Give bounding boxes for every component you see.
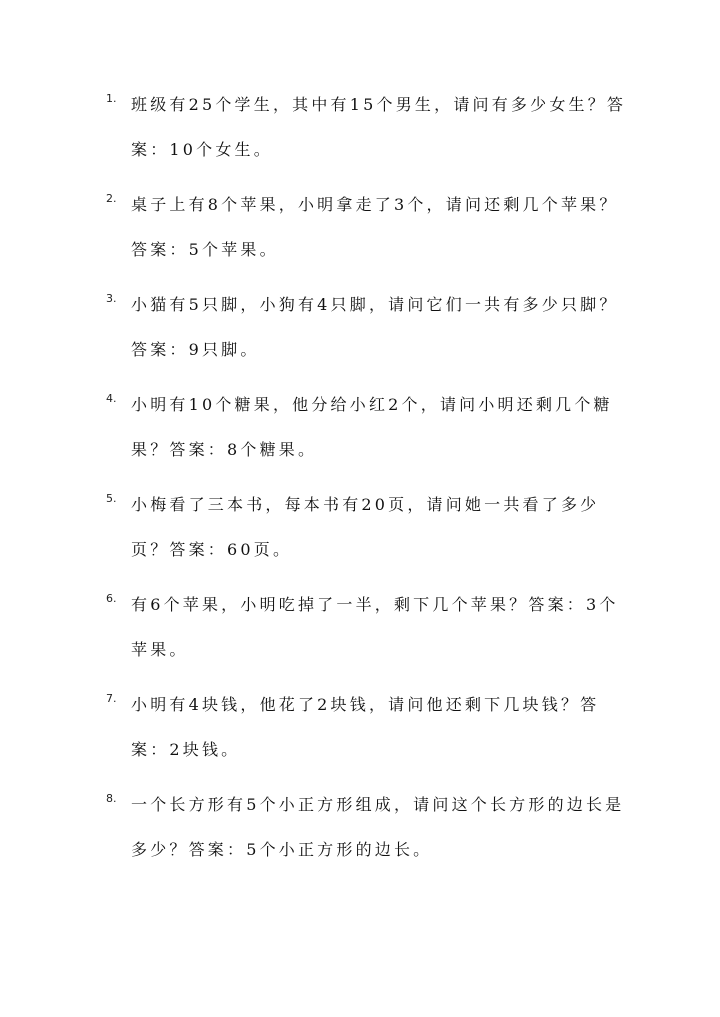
question-text: 小明有10个糖果，他分给小红2个，请问小明还剩几个糖果？答案：8个糖果。: [131, 395, 613, 459]
question-number: 8.: [106, 792, 117, 805]
question-item-1: [0, 80, 720, 180]
question-item-8: [0, 780, 720, 880]
question-text: 小明有4块钱，他花了2块钱，请问他还剩下几块钱？答案：2块钱。: [131, 695, 600, 759]
question-number: 6.: [106, 592, 117, 605]
question-text: 有6个苹果，小明吃掉了一半，剩下几个苹果？答案：3个苹果。: [131, 595, 619, 659]
question-text: 小梅看了三本书，每本书有20页，请问她一共看了多少页？答案：60页。: [131, 495, 600, 559]
question-number: 5.: [106, 492, 117, 505]
question-text: 班级有25个学生，其中有15个男生，请问有多少女生？答案：10个女生。: [131, 95, 627, 159]
question-item-4: [0, 380, 720, 480]
question-number: 7.: [106, 692, 117, 705]
question-text: 一个长方形有5个小正方形组成，请问这个长方形的边长是多少？答案：5个小正方形的边长。: [131, 795, 625, 859]
question-item-2: [0, 180, 720, 280]
question-item-6: [0, 580, 720, 680]
question-number: 3.: [106, 292, 117, 305]
question-list: [0, 80, 720, 880]
question-number: 1.: [106, 92, 117, 105]
question-text: 桌子上有8个苹果，小明拿走了3个，请问还剩几个苹果？答案：5个苹果。: [131, 195, 619, 259]
question-number: 4.: [106, 392, 117, 405]
question-number: 2.: [106, 192, 117, 205]
question-item-5: [0, 480, 720, 580]
question-text: 小猫有5只脚，小狗有4只脚，请问它们一共有多少只脚？答案：9只脚。: [131, 295, 619, 359]
question-item-3: [0, 280, 720, 380]
question-item-7: [0, 680, 720, 780]
